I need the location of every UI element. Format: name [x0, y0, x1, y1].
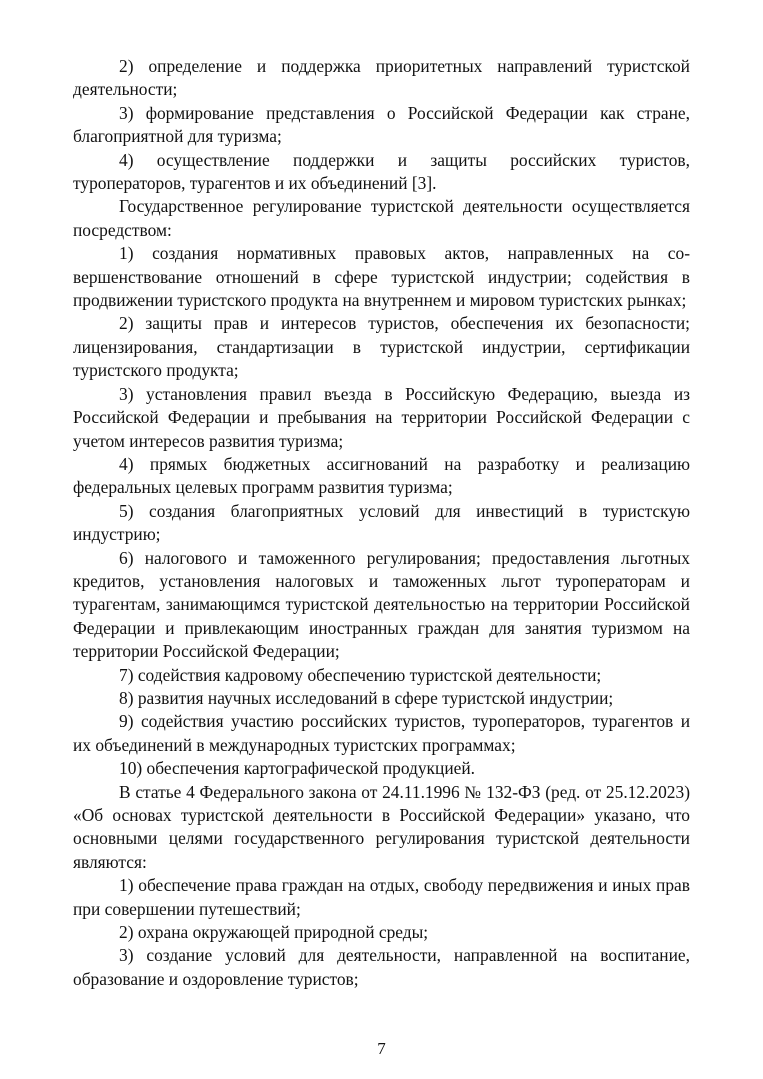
paragraph: 6) налогового и таможенного регулирования; предоставления льготных кредитов, установления налоговых и таможенных льгот туроператорам и турагентам, занимающимся туристской деятельностью на территории Российской Федерации и привлекающим иностранных граждан для занятия туризмом на территории Российской Федерации;: [73, 547, 690, 662]
paragraph: 7) содействия кадровому обеспечению туристской деятельности;: [119, 664, 602, 685]
paragraph: 1) создания нормативных правовых актов, направленных на совершенствование отношений в сфере туристской индустрии; содействия в продвижении туристского продукта на внутреннем и мировом туристских рынках;: [73, 243, 690, 311]
paragraph: 8) развития научных исследований в сфере туристской индустрии;: [119, 687, 614, 708]
paragraph: 4) осуществление поддержки и защиты российских туристов, туроператоров, турагентов и их объединений [3].: [73, 149, 690, 194]
document-body: [73, 55, 690, 991]
paragraph: 1) обеспечение права граждан на отдых, свободу передвижения и иных прав при совершении путешествий;: [73, 875, 690, 919]
page-number: 7: [377, 1039, 386, 1058]
paragraph: 2) защиты прав и интересов туристов, обеспечения их безопасности; лицензирования, стандартизации в туристской индустрии, сертификации туристского продукта;: [73, 313, 690, 381]
paragraph: 4) прямых бюджетных ассигнований на разработку и реализацию федеральных целевых программ развития туризма;: [73, 453, 690, 498]
paragraph: 10) обеспечения картографической продукцией.: [119, 758, 475, 779]
paragraph: 2) охрана окружающей природной среды;: [119, 922, 429, 943]
paragraph: В статье 4 Федерального закона от 24.11.1996 № 132-ФЗ (ред. от 25.12.2023) «Об основах туристской деятельности в Российской Федерации» указано, что основными целями государственного регулирования туристской деятельности являются:: [73, 781, 690, 872]
paragraph: 2) определение и поддержка приоритетных направлений туристской деятельности;: [73, 56, 690, 100]
paragraph: 3) формирование представления о Российской Федерации как стране, благоприятной для туризма;: [73, 102, 690, 147]
paragraph: 3) создание условий для деятельности, направленной на воспитание, образование и оздоровление туристов;: [73, 945, 690, 989]
paragraph: 3) установления правил въезда в Российскую Федерацию, выезда из Российской Федерации и пребывания на территории Российской Федерации с учетом интересов развития туризма;: [73, 383, 690, 451]
paragraph: 5) создания благоприятных условий для инвестиций в туристскую индустрию;: [73, 500, 690, 545]
paragraph: Государственное регулирование туристской деятельности осуществляется посредством:: [73, 196, 690, 240]
paragraph: 9) содействия участию российских туристов, туроператоров, турагентов и их объединений в международных туристских программах;: [73, 711, 690, 755]
